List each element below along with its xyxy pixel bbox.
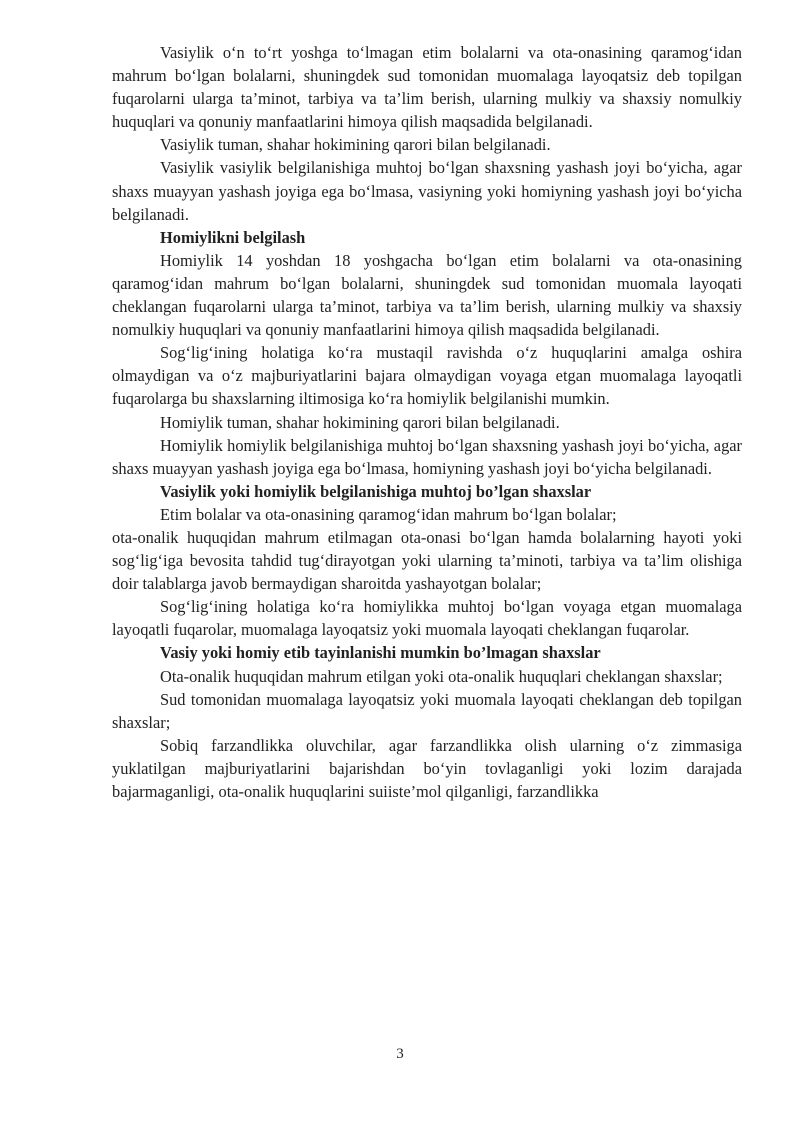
heading-ineligible-guardians: Vasiy yoki homiy etib tayinlanishi mumkin bo’lmagan shaxslar — [160, 643, 601, 663]
paragraph-guardianship-residence: Vasiylik vasiylik belgilanishiga muhtoj bo‘lgan shaxsning yashash joyi bo‘yicha, agar shaxs muayyan yashash joyiga ega bo‘lmasa, vasiyning yoki homiyning yashash joyi bo‘yicha belgilanadi. — [112, 158, 742, 224]
list-item-former-adopters: Sobiq farzandlikka oluvchilar, agar farzandlikka olish ularning o‘z zimmasiga yuklatilgan majburiyatlarini bajarishdan bo‘yin tovlaganligi yoki lozim darajada bajarmaganligi, ota-onalik huquqlarini suiiste’mol qilganligi, farzandlikka — [112, 735, 742, 801]
paragraph-custody-health: Sog‘lig‘ining holatiga ko‘ra mustaqil ravishda o‘z huquqlarini amalga oshira olmaydigan va o‘z majburiyatlarini bajara olmaydigan voyaga etgan muomalaga layoqatli fuqarolarga bu shaxslarning iltimosiga ko‘ra homiylik belgilanishi mumkin. — [112, 343, 742, 409]
document-page — [112, 41, 742, 803]
heading-establishing-custody: Homiylikni belgilash — [160, 227, 306, 247]
paragraph-custody-definition: Homiylik 14 yoshdan 18 yoshgacha bo‘lgan etim bolalarni va ota-onasining qaramog‘idan mahrum bo‘lgan bolalarni, shuningdek sud tomonidan muomala layoqati cheklangan fuqarolarni ularga ta’minot, tarbiya va ta’lim berish, ularning mulkiy va shaxsiy nomulkiy huquqlari va qonuniy manfaatlarini himoya qilish maqsadida belgilanadi. — [112, 250, 742, 340]
list-item-adults-in-need: Sog‘lig‘ining holatiga ko‘ra homiylikka muhtoj bo‘lgan voyaga etgan muomalaga layoqatli fuqarolar, muomalaga layoqatsiz yoki muomala layoqati cheklangan fuqarolar. — [112, 597, 742, 640]
paragraph-guardianship-definition: Vasiylik o‘n to‘rt yoshga to‘lmagan etim bolalarni va ota-onasining qaramog‘idan mahrum bo‘lgan bolalarni, shuningdek sud tomonidan muomalaga layoqatsiz deb topilgan fuqarolarni ularga ta’minot, tarbiya va ta’lim berish, ularning mulkiy va shaxsiy nomulkiy huquqlari va qonuniy manfaatlarini himoya qilish maqsadida belgilanadi. — [112, 43, 742, 132]
list-item-children-at-risk: ota-onalik huquqidan mahrum etilmagan ota-onasi bo‘lgan hamda bolalarning hayoti yoki sog‘lig‘iga bevosita tahdid tug‘dirayotgan yoki ularning ta’minoti, tarbiya va ta’lim olishiga doir talablarga javob bermaydigan sharoitda yashayotgan bolalar; — [112, 527, 742, 594]
page-number: 3 — [396, 1046, 404, 1062]
paragraph-custody-decision: Homiylik tuman, shahar hokimining qarori bilan belgilanadi. — [160, 412, 560, 432]
list-item-deprived-parents: Ota-onalik huquqidan mahrum etilgan yoki ota-onalik huquqlari cheklangan shaxslar; — [160, 666, 723, 686]
paragraph-custody-residence: Homiylik homiylik belgilanishiga muhtoj bo‘lgan shaxsning yashash joyi bo‘yicha, agar shaxs muayyan yashash joyiga ega bo‘lmasa, homiyning yashash joyi bo‘yicha belgilanadi. — [112, 435, 742, 478]
heading-persons-in-need: Vasiylik yoki homiylik belgilanishiga muhtoj bo’lgan shaxslar — [160, 481, 592, 501]
paragraph-guardianship-decision: Vasiylik tuman, shahar hokimining qarori bilan belgilanadi. — [160, 135, 551, 155]
list-item-orphans: Etim bolalar va ota-onasining qaramog‘idan mahrum bo‘lgan bolalar; — [160, 504, 617, 524]
list-item-incapacitated: Sud tomonidan muomalaga layoqatsiz yoki muomala layoqati cheklangan deb topilgan shaxslar; — [112, 689, 742, 732]
